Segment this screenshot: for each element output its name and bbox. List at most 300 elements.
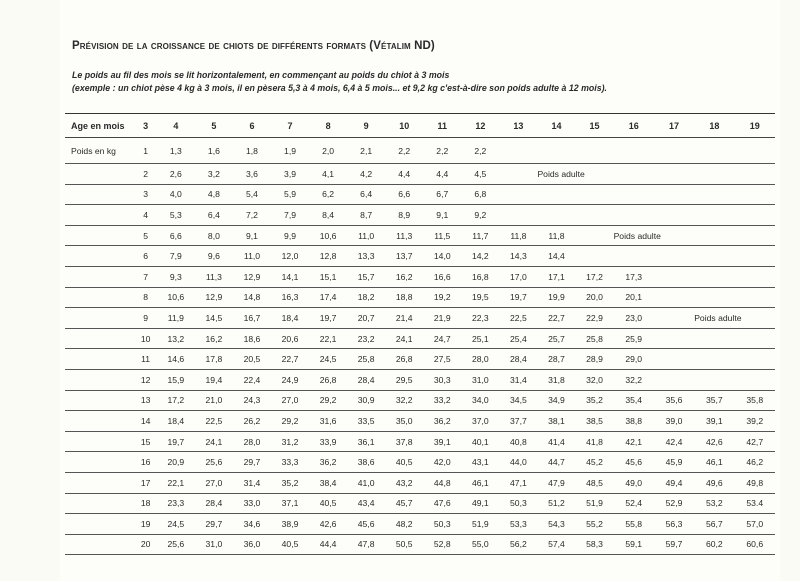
weight-cell: 40,5 [319,498,337,509]
table-row [65,328,775,349]
weight-cell: 24,1 [395,333,413,344]
weight-cell: 51,9 [586,498,603,509]
weight-cell: 46,2 [746,457,764,468]
weight-cell: 28,0 [243,436,261,447]
weight-cell: 12,0 [281,251,299,262]
empty-cell [735,184,776,205]
month-header: 7 [287,120,293,131]
weight-cell: 56,3 [665,518,683,529]
empty-cell [735,369,776,390]
weight-cell: 37,7 [510,415,527,426]
row-label-empty [65,246,134,267]
weight-cell: 36,1 [357,436,375,447]
empty-cell [694,349,734,370]
weight-cell: 43,4 [357,498,375,509]
weight-cell: 19,7 [510,292,527,303]
weight-cell: 14,5 [205,312,223,323]
weight-cell: 59,1 [625,539,643,550]
table-row [65,308,775,329]
weight-cell: 17,2 [586,271,603,282]
weight-cell: 35,6 [665,395,683,406]
weight-cell: 11,5 [434,230,451,241]
weight-cell: 5,9 [284,189,296,200]
header-row [65,114,775,138]
weight-cell: 19,9 [548,292,565,303]
weight-cell: 17,1 [548,271,565,282]
start-weight-cell: 1 [143,145,148,156]
start-weight-cell: 9 [143,312,148,323]
month-header: 4 [173,120,179,131]
growth-table [65,113,775,555]
empty-cell [654,328,694,349]
weight-cell: 11,9 [167,312,184,323]
weight-cell: 30,3 [433,374,451,385]
weight-cell: 3,6 [245,168,258,179]
weight-cell: 28,9 [586,354,603,365]
weight-cell: 12,9 [205,292,223,303]
weight-cell: 22,7 [281,354,299,365]
weight-cell: 15,1 [319,271,337,282]
weight-cell: 57,0 [746,518,764,529]
row-label-empty [65,266,134,287]
table-row [65,266,775,287]
month-header: 9 [363,120,369,131]
table-row [65,472,775,493]
weight-cell: 45,2 [586,457,603,468]
weight-cell: 36,0 [243,539,261,550]
weight-cell: 49,4 [665,477,683,488]
weight-cell: 11,3 [205,271,222,282]
weight-cell: 6,2 [322,189,335,200]
start-weight-cell: 12 [140,374,151,385]
table-row [65,246,775,267]
month-header: 8 [325,120,331,131]
weight-cell: 22,4 [243,374,261,385]
month-header: 11 [437,120,448,131]
weight-cell: 14,8 [243,292,261,303]
weight-cell: 22,7 [548,312,565,323]
weight-cell: 8,4 [322,209,335,220]
start-weight-cell: 15 [140,436,151,447]
row-label-empty [65,534,134,555]
weight-cell: 19,2 [433,292,451,303]
weight-cell: 10,6 [319,230,337,241]
weight-cell: 38,1 [548,415,565,426]
weight-cell: 20,9 [167,457,185,468]
table-row [65,225,775,246]
weight-cell: 41,8 [586,436,603,447]
weight-cell: 30,9 [357,395,375,406]
weight-cell: 6,6 [169,230,182,241]
start-weight-cell: 13 [140,395,151,406]
start-weight-cell: 2 [143,168,148,179]
weight-cell: 14,0 [433,251,451,262]
empty-cell [735,205,776,226]
weight-cell: 18,2 [357,292,375,303]
weight-cell: 45,7 [395,498,413,509]
weight-cell: 49,1 [471,498,489,509]
weight-cell: 15,9 [167,374,185,385]
weight-cell: 1,8 [245,145,258,156]
weight-cell: 52,4 [625,498,643,509]
weight-cell: 24,5 [167,518,185,529]
weight-cell: 44,7 [548,457,565,468]
row-label-empty [65,452,134,473]
weight-cell: 32,0 [586,374,603,385]
table-row [65,205,775,226]
weight-cell: 43,1 [471,457,489,468]
weight-cell: 33,5 [357,415,375,426]
weight-cell: 25,4 [510,333,527,344]
weight-cell: 22,9 [586,312,603,323]
weight-cell: 31,0 [205,539,223,550]
weight-cell: 55,0 [471,539,489,550]
weight-cell: 58,3 [586,539,603,550]
empty-cell [614,246,654,267]
weight-cell: 4,1 [322,168,335,179]
weight-cell: 26,2 [243,415,261,426]
weight-cell: 40,5 [395,457,413,468]
weight-cell: 31,4 [243,477,261,488]
weight-cell: 53.4 [746,498,764,509]
weight-cell: 33,0 [243,498,261,509]
table-row [65,534,775,555]
empty-cell [654,246,694,267]
adult-weight-note: Poids adulte [613,230,661,241]
weight-cell: 1,3 [169,145,182,156]
weight-cell: 4,2 [360,168,373,179]
weight-cell: 39,2 [746,415,764,426]
weight-cell: 25,8 [586,333,603,344]
weight-cell: 42,6 [319,518,337,529]
weight-cell: 27,5 [433,354,451,365]
weight-cell: 11,0 [243,251,261,262]
intro-line-2: (exemple : un chiot pèse 4 kg à 3 mois, il en pèsera 5,3 à 4 mois, 6,4 à 5 mois... et 9,2 kg c'est-à-dire son poids adulte à 12 mois). [72,83,607,93]
weight-cell: 25,6 [205,457,223,468]
weight-cell: 46,1 [471,477,489,488]
weight-cell: 37,8 [395,436,413,447]
weight-cell: 38,8 [625,415,643,426]
weight-cell: 2,2 [474,145,487,156]
empty-cell [499,184,537,205]
weight-cell: 56,7 [705,518,723,529]
row-label-empty [65,472,134,493]
weight-cell: 31,4 [510,374,527,385]
weight-cell: 41,4 [548,436,565,447]
weight-cell: 54,3 [548,518,565,529]
weight-cell: 9,3 [169,271,182,282]
start-weight-cell: 7 [143,271,148,282]
month-header: 10 [399,120,410,131]
weight-cell: 7,2 [245,209,258,220]
start-weight-cell: 11 [141,354,151,365]
weight-cell: 23,3 [167,498,185,509]
weight-cell: 33,3 [281,457,299,468]
empty-cell [654,369,694,390]
weight-cell: 14,2 [471,251,489,262]
empty-cell [576,184,614,205]
row-label-empty [65,349,134,370]
weight-cell: 42,6 [705,436,723,447]
weight-cell: 51,9 [471,518,489,529]
weight-cell: 29,2 [319,395,337,406]
age-label: Age en mois [71,120,125,131]
empty-cell [576,138,614,164]
weight-cell: 4,4 [398,168,411,179]
row-label-empty [65,308,134,329]
weight-cell: 21,9 [433,312,451,323]
empty-cell [654,287,694,308]
weight-cell: 47,1 [510,477,527,488]
weight-cell: 27,0 [205,477,223,488]
empty-cell [735,328,776,349]
weight-cell: 60,2 [705,539,723,550]
weight-cell: 47,9 [548,477,565,488]
weight-cell: 47,8 [357,539,375,550]
start-weight-cell: 8 [143,292,148,303]
weight-cell: 5,4 [245,189,258,200]
table-row [65,349,775,370]
weight-cell: 6,6 [398,189,411,200]
weight-cell: 37,1 [281,498,299,509]
weight-cell: 51,2 [548,498,565,509]
empty-cell [735,138,776,164]
weight-cell: 52,9 [665,498,683,509]
weight-cell: 2,2 [436,145,449,156]
empty-cell [694,287,734,308]
intro-line-1: Le poids au fil des mois se lit horizontalement, en commençant au poids du chiot à 3 mois [72,70,450,80]
row-label-empty [65,184,134,205]
weight-cell: 23,0 [625,312,643,323]
page-title: Prévision de la croissance de chiots de différents formats (Vétalim ND) [72,40,435,52]
weight-cell: 7,9 [169,251,182,262]
weight-cell: 45,9 [665,457,683,468]
weight-cell: 19,5 [471,292,489,303]
weight-cell: 39,0 [665,415,683,426]
weight-cell: 25,9 [625,333,643,344]
weight-cell: 22,3 [471,312,489,323]
weight-cell: 25,8 [357,354,375,365]
row-label-empty [65,328,134,349]
table-row [65,287,775,308]
weight-cell: 1,6 [207,145,220,156]
row-label-empty [65,431,134,452]
row-label-empty [65,205,134,226]
weight-cell: 14,3 [510,251,527,262]
month-header: 16 [628,120,639,131]
empty-cell [614,184,654,205]
weight-cell: 32,2 [395,395,413,406]
weight-cell: 49,0 [625,477,643,488]
empty-cell [499,164,537,185]
weight-cell: 16,2 [395,271,413,282]
weight-cell: 59,7 [665,539,683,550]
start-weight-cell: 18 [140,498,151,509]
weight-cell: 2,1 [360,145,373,156]
weight-cell: 38,4 [319,477,337,488]
weight-label: Poids en kg [71,145,116,156]
weight-cell: 17,3 [625,271,643,282]
empty-cell [694,328,734,349]
month-header: 3 [143,120,149,131]
empty-cell [654,138,694,164]
table-row [65,514,775,535]
weight-cell: 18,4 [167,415,185,426]
weight-cell: 35,7 [705,395,723,406]
weight-cell: 16,8 [471,271,489,282]
row-label-empty [65,390,134,411]
weight-cell: 39,1 [433,436,451,447]
weight-cell: 7,9 [284,209,296,220]
weight-cell: 20,6 [281,333,299,344]
weight-cell: 19,4 [205,374,223,385]
empty-cell [735,349,776,370]
weight-cell: 32,2 [625,374,643,385]
weight-cell: 6,4 [207,209,220,220]
weight-cell: 26,8 [319,374,337,385]
weight-cell: 33,9 [319,436,337,447]
weight-cell: 9,6 [207,251,220,262]
month-header: 17 [669,120,680,131]
weight-cell: 44,8 [433,477,451,488]
weight-cell: 18,8 [395,292,413,303]
weight-cell: 47,6 [433,498,451,509]
weight-cell: 36,2 [319,457,337,468]
weight-cell: 40,5 [281,539,299,550]
weight-cell: 25,1 [471,333,489,344]
weight-cell: 2,0 [322,145,335,156]
weight-cell: 9,1 [436,209,449,220]
table-row [65,411,775,432]
weight-cell: 10,6 [167,292,185,303]
weight-cell: 1,9 [284,145,296,156]
weight-cell: 2,2 [398,145,411,156]
month-header: 15 [589,120,600,131]
weight-cell: 14,1 [281,271,299,282]
weight-cell: 40,1 [471,436,489,447]
weight-cell: 35,0 [395,415,413,426]
empty-cell [735,266,776,287]
weight-cell: 34,6 [243,518,261,529]
row-label-empty [65,493,134,514]
weight-cell: 18,4 [281,312,299,323]
adult-weight-note: Poids adulte [694,312,742,323]
weight-cell: 11,8 [510,230,527,241]
weight-cell: 22,1 [319,333,337,344]
weight-cell: 11,3 [396,230,413,241]
start-weight-cell: 16 [140,457,151,468]
weight-cell: 24,3 [243,395,261,406]
empty-cell [694,138,734,164]
empty-cell [735,287,776,308]
weight-cell: 8,0 [207,230,220,241]
weight-cell: 31,6 [319,415,337,426]
weight-cell: 24,7 [433,333,451,344]
weight-cell: 55,2 [586,518,603,529]
start-weight-cell: 4 [143,209,148,220]
empty-cell [614,205,654,226]
weight-cell: 4,8 [207,189,220,200]
empty-cell [654,184,694,205]
weight-cell: 31,0 [471,374,489,385]
weight-cell: 14,6 [167,354,185,365]
weight-cell: 4,5 [474,168,487,179]
table-row [65,164,775,185]
weight-cell: 4,0 [169,189,182,200]
weight-cell: 56,2 [510,539,527,550]
empty-cell [694,266,734,287]
weight-cell: 18,6 [243,333,261,344]
weight-cell: 60,6 [746,539,764,550]
weight-cell: 22,1 [167,477,185,488]
table-row [65,138,775,164]
weight-cell: 19,7 [167,436,185,447]
weight-cell: 24,9 [281,374,299,385]
weight-cell: 17,0 [510,271,527,282]
empty-cell [694,369,734,390]
weight-cell: 41,0 [357,477,375,488]
weight-cell: 22,5 [510,312,527,323]
row-label-empty [65,164,134,185]
row-label-empty [65,225,134,246]
weight-cell: 3,2 [207,168,220,179]
month-header: 5 [211,120,217,131]
start-weight-cell: 20 [140,539,151,550]
weight-cell: 8,7 [360,209,373,220]
empty-cell [499,205,537,226]
row-label-empty [65,287,134,308]
weight-cell: 44,0 [510,457,527,468]
weight-cell: 16,7 [243,312,261,323]
weight-cell: 13,3 [357,251,375,262]
adult-weight-note: Poids adulte [537,168,585,179]
table-row [65,431,775,452]
weight-cell: 33,2 [433,395,451,406]
weight-cell: 9,2 [474,209,487,220]
weight-cell: 16,6 [433,271,451,282]
weight-cell: 21,0 [205,395,223,406]
weight-cell: 31,8 [548,374,565,385]
weight-cell: 31,2 [281,436,299,447]
weight-cell: 48,5 [586,477,603,488]
row-label-empty [65,369,134,390]
table-row [65,390,775,411]
weight-cell: 13,2 [167,333,185,344]
weight-cell: 20,1 [625,292,643,303]
weight-cell: 45,6 [357,518,375,529]
intro-text [72,69,712,95]
start-weight-cell: 3 [143,189,148,200]
empty-cell [614,138,654,164]
weight-cell: 2,6 [169,168,182,179]
weight-cell: 24,5 [319,354,337,365]
weight-cell: 28,4 [357,374,375,385]
weight-cell: 49,8 [746,477,764,488]
month-header: 13 [513,120,524,131]
weight-cell: 29,2 [281,415,299,426]
weight-cell: 11,7 [472,230,489,241]
weight-cell: 38,6 [357,457,375,468]
weight-cell: 42,1 [625,436,643,447]
weight-cell: 29,0 [625,354,643,365]
month-header: 19 [749,120,760,131]
weight-cell: 29,5 [395,374,413,385]
empty-cell [576,205,614,226]
weight-cell: 6,4 [360,189,373,200]
weight-cell: 29,7 [243,457,261,468]
weight-cell: 37,0 [471,415,489,426]
table-row [65,369,775,390]
